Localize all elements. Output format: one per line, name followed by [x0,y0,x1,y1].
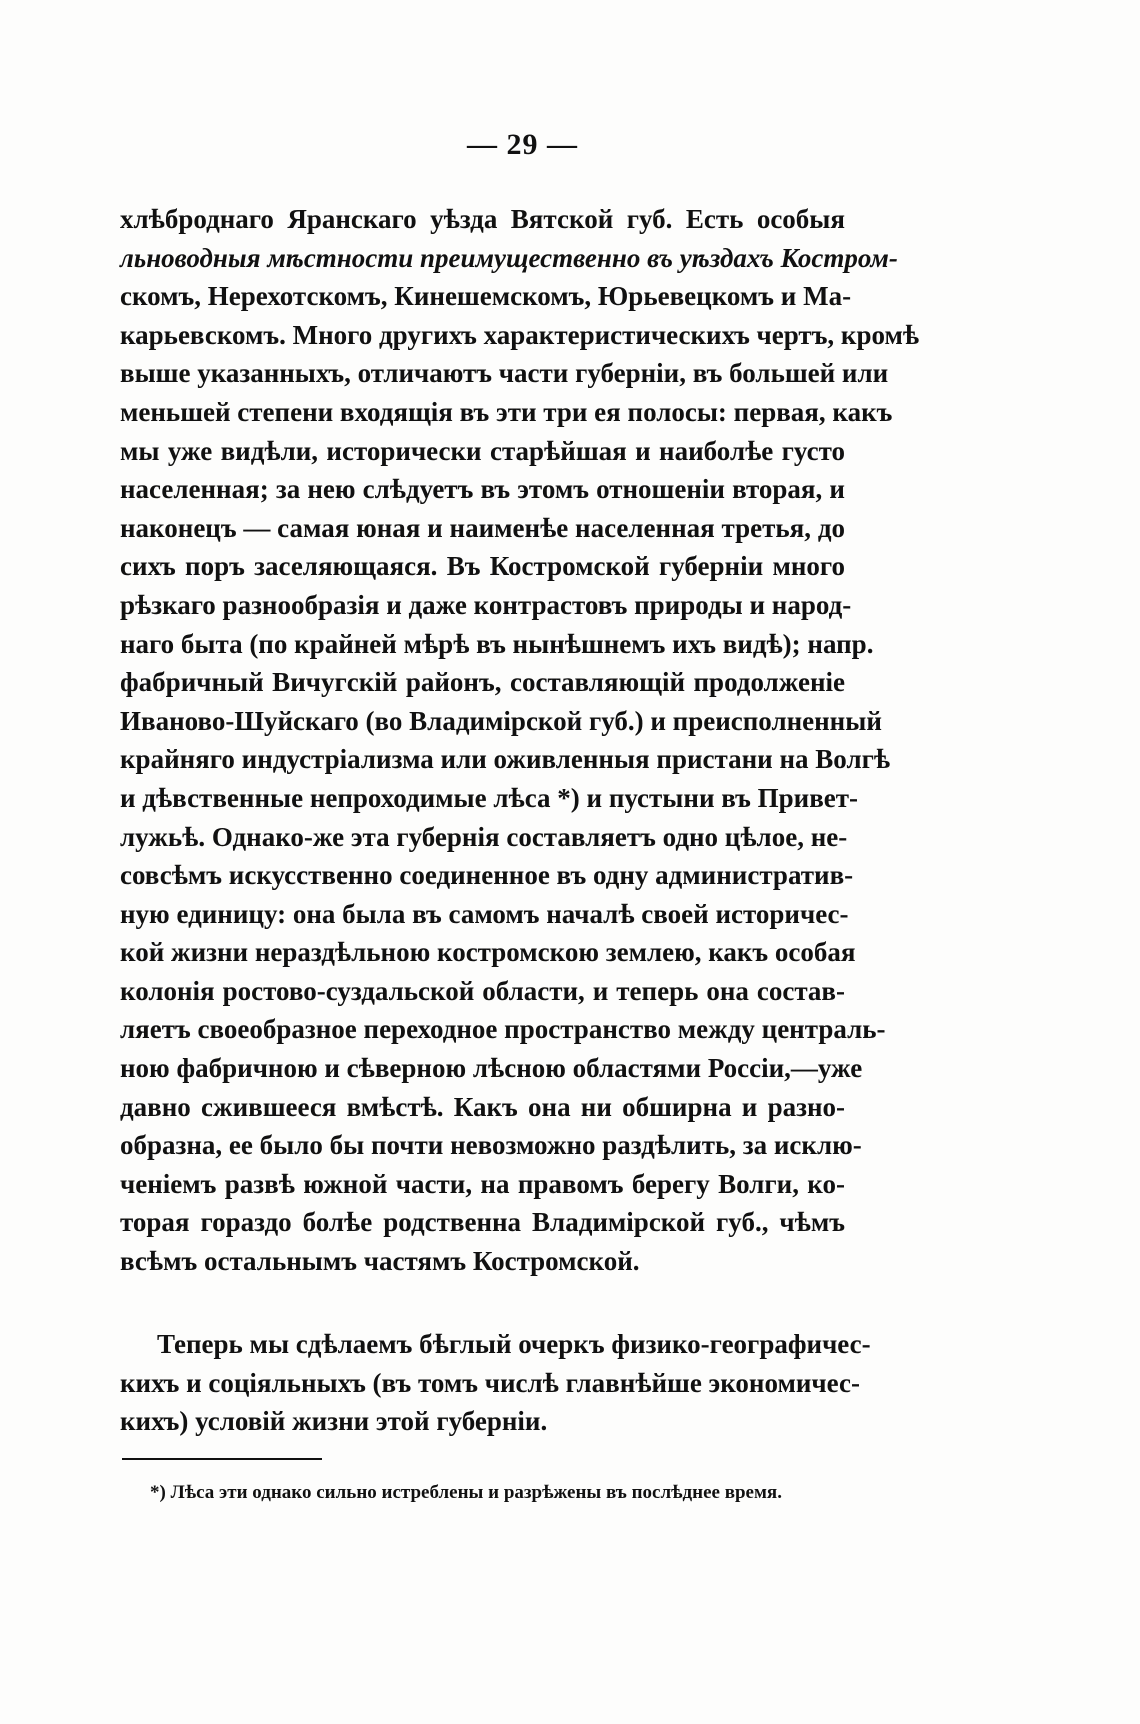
text-line: давно сжившееся вмѣстѣ. Какъ она ни обширна и разно- [120,1091,845,1122]
text-line: рѣзкаго разнообразія и даже контрастовъ природы и народ- [120,589,852,620]
text-line: колонія ростово-суздальской области, и теперь она состав- [120,975,845,1006]
text-line: ченіемъ развѣ южной части, на правомъ берегу Волги, ко- [120,1168,845,1199]
text-line: скомъ, Нерехотскомъ, Кинешемскомъ, Юрьевецкомъ и Ма- [120,281,852,312]
text-line: льноводныя мѣстности преимущественно въ уѣздахъ Костром- [120,242,898,273]
text-line: образна, ее было бы почти невозможно раздѣлить, за исклю- [120,1130,862,1161]
text-line: Иваново-Шуйскаго (во Владимірской губ.) и преисполненный [120,705,882,736]
text-line: фабричный Вичугскій районъ, составляющій продолженіе [120,667,845,698]
paragraph-1 [120,200,920,1281]
text-line: мы уже видѣли, исторически старѣйшая и наиболѣе густо [120,435,845,466]
text-line: хлѣброднаго Яранскаго уѣзда Вятской губ. Есть особыя [120,204,845,234]
text-line: выше указанныхъ, отличаютъ части губерніи, въ большей или [120,358,889,389]
text-line: сихъ поръ заселяющаяся. Въ Костромской губерніи много [120,551,845,582]
text-line: кихъ) условій жизни этой губерніи. [120,1406,548,1437]
paragraph-2 [120,1325,871,1441]
text-line: крайняго индустріализма или оживленныя пристани на Волгѣ [120,744,891,775]
footnote-divider [122,1458,322,1460]
text-line: лужьѣ. Однако-же эта губернія составляетъ одно цѣлое, не- [120,821,848,852]
text-line: торая гораздо болѣе родственна Владимірской губ., чѣмъ [120,1207,845,1238]
text-line: ную единицу: она была въ самомъ началѣ своей историчес- [120,898,849,929]
text-line: ляетъ своеобразное переходное пространство между централь- [120,1014,886,1045]
text-line: наго быта (по крайней мѣрѣ въ нынѣшнемъ ихъ видѣ); напр. [120,628,874,659]
text-line: всѣмъ остальнымъ частямъ Костромской. [120,1246,640,1277]
text-line: населенная; за нею слѣдуетъ въ этомъ отношеніи вторая, и [120,474,845,505]
text-line: карьевскомъ. Много другихъ характеристическихъ чертъ, кромѣ [120,319,920,350]
text-line: кихъ и соціяльныхъ (въ томъ числѣ главнѣйше экономичес- [120,1367,860,1398]
text-line: ною фабричною и сѣверною лѣсною областями Россіи,—уже [120,1053,863,1084]
footnote: *) Лѣса эти однако сильно истреблены и разрѣжены въ послѣднее время. [150,1482,782,1503]
text-line: и дѣвственные непроходимые лѣса *) и пустыни въ Привет- [120,782,859,813]
page-number: — 29 — [467,128,578,161]
text-line: меньшей степени входящія въ эти три ея полосы: первая, какъ [120,396,893,427]
text-line: совсѣмъ искусственно соединенное въ одну административ- [120,860,854,891]
text-line: кой жизни нераздѣльною костромскою землею, какъ особая [120,937,856,968]
text-line: наконецъ — самая юная и наименѣе населенная третья, до [120,512,845,543]
text-line: Теперь мы сдѣлаемъ бѣглый очеркъ физико-географичес- [157,1329,871,1359]
